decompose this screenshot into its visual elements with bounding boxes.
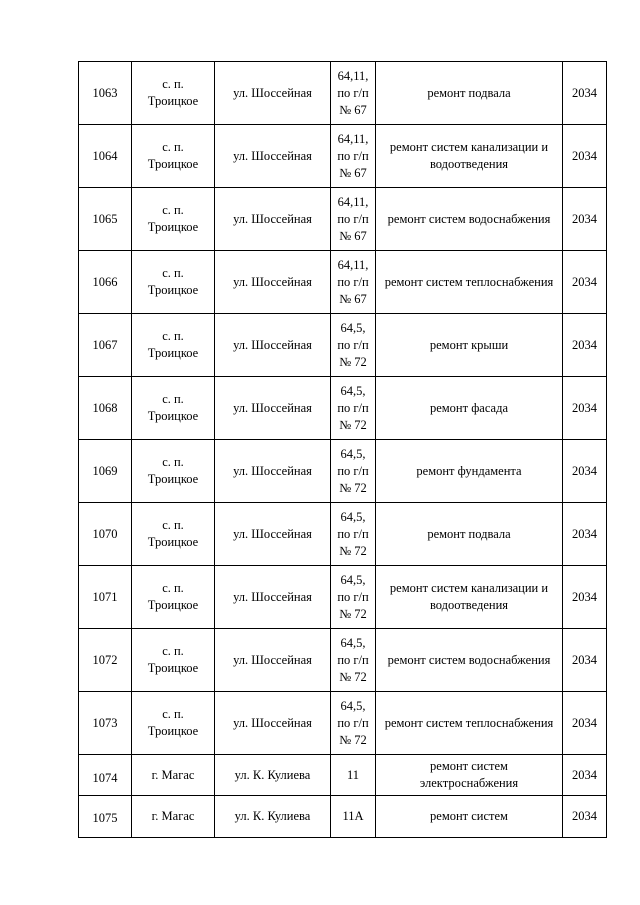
work-type-line: ремонт систем	[430, 809, 508, 823]
house-line: по г/п	[337, 400, 369, 415]
work-type-line: ремонт подвала	[427, 85, 511, 100]
settlement-cell	[132, 440, 215, 503]
work-type-cell	[376, 251, 563, 314]
street-name: ул. К. Кулиева	[234, 809, 311, 823]
settlement-line: с. п.	[162, 581, 184, 595]
planned-year: 2034	[572, 463, 597, 478]
year-cell	[563, 62, 607, 125]
house-line: № 72	[339, 354, 367, 369]
planned-year: 2034	[572, 274, 597, 289]
street-name: ул. Шоссейная	[233, 400, 312, 415]
row-number: 1071	[92, 589, 118, 604]
house-line: № 67	[339, 165, 367, 180]
year-cell	[563, 314, 607, 377]
work-type-cell	[376, 377, 563, 440]
work-type-line: ремонт систем водоснабжения	[387, 211, 551, 226]
settlement-cell	[132, 62, 215, 125]
work-type-cell	[376, 314, 563, 377]
house-line: 11	[346, 767, 360, 782]
settlement-line: с. п.	[162, 392, 184, 406]
year-cell	[563, 503, 607, 566]
row-number-cell	[79, 314, 132, 377]
table-row	[79, 692, 607, 755]
house-line: по г/п	[337, 337, 369, 352]
planned-year: 2034	[572, 148, 597, 163]
house-cell	[331, 440, 376, 503]
work-type-cell	[376, 755, 563, 796]
house-cell	[331, 377, 376, 440]
work-type-line: ремонт крыши	[429, 337, 509, 352]
settlement-line: г. Магас	[151, 809, 195, 823]
settlement-cell	[132, 566, 215, 629]
year-cell	[563, 566, 607, 629]
work-type-line: ремонт систем водоснабжения	[387, 652, 551, 667]
table-row	[79, 314, 607, 377]
row-number: 1068	[92, 400, 118, 415]
house-line: по г/п	[337, 715, 369, 730]
table-row	[79, 62, 607, 125]
house-line: № 72	[339, 543, 367, 558]
work-type-cell	[376, 566, 563, 629]
settlement-cell	[132, 314, 215, 377]
street-name: ул. К. Кулиева	[234, 767, 311, 782]
house-cell	[331, 629, 376, 692]
year-cell	[563, 440, 607, 503]
settlement-cell	[132, 796, 215, 838]
work-type-line: ремонт фасада	[429, 400, 509, 415]
settlement-cell	[132, 377, 215, 440]
street-name: ул. Шоссейная	[233, 652, 312, 667]
work-type-cell	[376, 503, 563, 566]
house-line: 11А	[342, 809, 364, 823]
planned-year: 2034	[572, 652, 597, 667]
settlement-line: Троицкое	[147, 598, 199, 612]
house-line: по г/п	[337, 463, 369, 478]
settlement-cell	[132, 629, 215, 692]
house-line: по г/п	[337, 148, 369, 163]
row-number: 1069	[92, 463, 118, 478]
settlement-line: Троицкое	[147, 472, 199, 486]
table-body	[79, 62, 607, 838]
planned-year: 2034	[572, 809, 597, 823]
row-number-cell	[79, 377, 132, 440]
house-line: 64,5,	[340, 509, 366, 524]
year-cell	[563, 796, 607, 838]
row-number: 1073	[92, 715, 118, 730]
row-number-cell	[79, 796, 132, 838]
row-number-cell	[79, 755, 132, 796]
planned-year: 2034	[572, 526, 597, 541]
house-line: по г/п	[337, 526, 369, 541]
row-number-cell	[79, 188, 132, 251]
table-row	[79, 796, 607, 838]
house-line: № 67	[339, 291, 367, 306]
street-name: ул. Шоссейная	[233, 715, 312, 730]
house-line: № 72	[339, 669, 367, 684]
row-number-cell	[79, 503, 132, 566]
settlement-line: с. п.	[162, 707, 184, 721]
settlement-line: с. п.	[162, 329, 184, 343]
house-line: 64,11,	[337, 194, 369, 209]
row-number-cell	[79, 566, 132, 629]
row-number: 1067	[92, 337, 118, 352]
table-row	[79, 566, 607, 629]
planned-year: 2034	[572, 767, 597, 782]
house-cell	[331, 503, 376, 566]
settlement-line: Троицкое	[147, 535, 199, 549]
row-number: 1066	[92, 274, 118, 289]
house-cell	[331, 755, 376, 796]
settlement-line: Троицкое	[147, 346, 199, 360]
row-number-cell	[79, 692, 132, 755]
work-type-line: ремонт подвала	[427, 526, 511, 541]
house-line: № 72	[339, 417, 367, 432]
planned-year: 2034	[572, 400, 597, 415]
street-cell	[215, 755, 331, 796]
house-cell	[331, 314, 376, 377]
work-type-line: ремонт систем	[430, 759, 508, 773]
house-line: 64,5,	[340, 635, 366, 650]
street-name: ул. Шоссейная	[233, 526, 312, 541]
row-number: 1064	[92, 148, 118, 163]
year-cell	[563, 188, 607, 251]
house-line: № 72	[339, 606, 367, 621]
house-line: № 72	[339, 480, 367, 495]
table-row	[79, 377, 607, 440]
street-cell	[215, 440, 331, 503]
house-line: № 72	[339, 732, 367, 747]
house-line: по г/п	[337, 274, 369, 289]
house-line: 64,5,	[340, 572, 366, 587]
settlement-line: Троицкое	[147, 409, 199, 423]
settlement-line: с. п.	[162, 518, 184, 532]
work-type-line: водоотведения	[429, 157, 509, 171]
work-type-cell	[376, 692, 563, 755]
planned-year: 2034	[572, 85, 597, 100]
street-cell	[215, 314, 331, 377]
house-cell	[331, 125, 376, 188]
row-number: 1070	[92, 526, 118, 541]
settlement-line: Троицкое	[147, 283, 199, 297]
street-name: ул. Шоссейная	[233, 85, 312, 100]
house-line: 64,5,	[340, 446, 366, 461]
row-number: 1075	[92, 811, 118, 825]
house-cell	[331, 692, 376, 755]
settlement-cell	[132, 755, 215, 796]
row-number: 1074	[92, 770, 118, 785]
street-name: ул. Шоссейная	[233, 337, 312, 352]
street-cell	[215, 503, 331, 566]
house-line: 64,11,	[337, 68, 369, 83]
settlement-cell	[132, 503, 215, 566]
house-line: 64,11,	[337, 131, 369, 146]
street-cell	[215, 188, 331, 251]
year-cell	[563, 125, 607, 188]
settlement-cell	[132, 188, 215, 251]
work-type-line: ремонт систем канализации и	[389, 581, 549, 595]
settlement-line: Троицкое	[147, 157, 199, 171]
street-cell	[215, 796, 331, 838]
settlement-line: Троицкое	[147, 94, 199, 108]
work-type-cell	[376, 796, 563, 838]
house-line: 64,5,	[340, 383, 366, 398]
house-line: по г/п	[337, 589, 369, 604]
street-cell	[215, 125, 331, 188]
street-cell	[215, 62, 331, 125]
settlement-line: с. п.	[162, 77, 184, 91]
street-cell	[215, 377, 331, 440]
street-name: ул. Шоссейная	[233, 463, 312, 478]
house-line: 64,5,	[340, 698, 366, 713]
house-line: № 67	[339, 102, 367, 117]
settlement-cell	[132, 251, 215, 314]
settlement-line: с. п.	[162, 455, 184, 469]
table-row	[79, 629, 607, 692]
work-type-cell	[376, 440, 563, 503]
street-name: ул. Шоссейная	[233, 589, 312, 604]
house-line: № 67	[339, 228, 367, 243]
house-line: по г/п	[337, 652, 369, 667]
row-number-cell	[79, 440, 132, 503]
settlement-line: с. п.	[162, 266, 184, 280]
settlement-line: с. п.	[162, 203, 184, 217]
work-type-cell	[376, 62, 563, 125]
row-number: 1063	[92, 85, 118, 100]
work-type-line: электроснабжения	[419, 776, 519, 790]
house-cell	[331, 566, 376, 629]
row-number: 1072	[92, 652, 118, 667]
table-row	[79, 440, 607, 503]
work-type-cell	[376, 125, 563, 188]
row-number-cell	[79, 251, 132, 314]
settlement-line: г. Магас	[151, 767, 195, 782]
street-cell	[215, 251, 331, 314]
street-cell	[215, 566, 331, 629]
year-cell	[563, 692, 607, 755]
house-line: по г/п	[337, 85, 369, 100]
street-name: ул. Шоссейная	[233, 211, 312, 226]
house-line: 64,5,	[340, 320, 366, 335]
work-type-cell	[376, 629, 563, 692]
settlement-line: Троицкое	[147, 661, 199, 675]
house-line: по г/п	[337, 211, 369, 226]
year-cell	[563, 755, 607, 796]
planned-year: 2034	[572, 589, 597, 604]
table-row	[79, 188, 607, 251]
street-name: ул. Шоссейная	[233, 148, 312, 163]
planned-year: 2034	[572, 211, 597, 226]
settlement-line: с. п.	[162, 140, 184, 154]
house-cell	[331, 796, 376, 838]
row-number-cell	[79, 629, 132, 692]
settlement-cell	[132, 692, 215, 755]
settlement-line: с. п.	[162, 644, 184, 658]
house-cell	[331, 188, 376, 251]
work-type-cell	[376, 188, 563, 251]
house-line: 64,11,	[337, 257, 369, 272]
settlement-line: Троицкое	[147, 220, 199, 234]
work-type-line: ремонт систем теплоснабжения	[384, 274, 554, 289]
table-row	[79, 125, 607, 188]
row-number: 1065	[92, 211, 118, 226]
work-type-line: ремонт систем теплоснабжения	[384, 715, 554, 730]
row-number-cell	[79, 125, 132, 188]
row-number-cell	[79, 62, 132, 125]
work-type-line: ремонт систем канализации и	[389, 140, 549, 154]
planned-year: 2034	[572, 337, 597, 352]
house-cell	[331, 62, 376, 125]
work-type-line: ремонт фундамента	[416, 463, 522, 478]
settlement-line: Троицкое	[147, 724, 199, 738]
house-cell	[331, 251, 376, 314]
repair-schedule-table	[78, 61, 607, 838]
table-row	[79, 503, 607, 566]
planned-year: 2034	[572, 715, 597, 730]
year-cell	[563, 629, 607, 692]
settlement-cell	[132, 125, 215, 188]
work-type-line: водоотведения	[429, 598, 509, 612]
table-row	[79, 251, 607, 314]
year-cell	[563, 377, 607, 440]
street-cell	[215, 629, 331, 692]
year-cell	[563, 251, 607, 314]
street-cell	[215, 692, 331, 755]
table-row	[79, 755, 607, 796]
street-name: ул. Шоссейная	[233, 274, 312, 289]
